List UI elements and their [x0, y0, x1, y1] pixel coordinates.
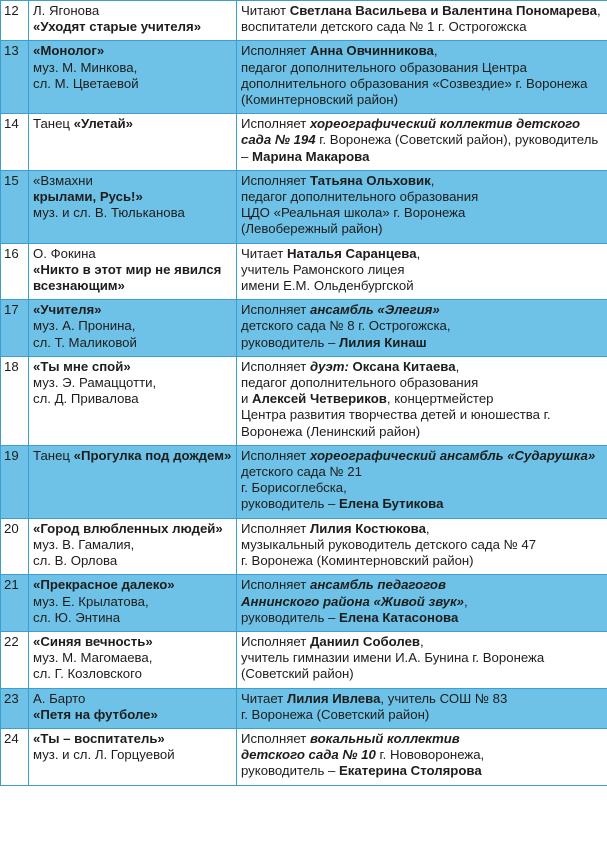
program-rows [1, 1, 607, 786]
description-segment: музыкальный руководитель детского сада № 47 [241, 536, 537, 552]
description-text: Елена Катасонова [339, 609, 459, 625]
title-segment [33, 731, 165, 746]
item-title-cell [29, 728, 237, 785]
item-description-cell [237, 300, 607, 357]
title-segment [33, 43, 104, 58]
description-segment: , [433, 43, 438, 59]
title-segment [33, 189, 143, 204]
program-row [1, 445, 607, 518]
item-description-cell [237, 170, 607, 243]
title-text: «Улетай» [73, 116, 133, 132]
description-text: Анна Овчинникова [309, 43, 434, 59]
description-text: Лилия Костюкова [309, 520, 426, 536]
item-description-cell [237, 728, 607, 785]
title-segment [33, 634, 153, 649]
item-title-cell [29, 300, 237, 357]
description-segment: Читает [241, 245, 287, 261]
description-segment [241, 747, 376, 762]
description-text: Оксана Китаева [352, 358, 456, 374]
title-segment: сл. В. Орлова [33, 553, 118, 569]
item-number: 21 [1, 575, 29, 632]
title-segment: муз. и сл. В. Тюльканова [33, 205, 185, 221]
description-segment: , концертмейстер [386, 391, 494, 407]
program-row [1, 243, 607, 300]
description-segment: г. Нововоронежа, [375, 747, 485, 763]
title-segment: Танец [33, 447, 74, 463]
description-segment: , [430, 172, 435, 188]
description-segment [310, 173, 431, 188]
title-text: «Синяя вечность» [33, 633, 153, 649]
title-text: «Город влюбленных людей» [33, 520, 223, 536]
description-segment [287, 246, 417, 261]
item-description-cell [237, 41, 607, 114]
description-text: хореографический коллектив детского сада № 194 [241, 116, 581, 148]
title-segment: муз. А. Пронина, [33, 318, 136, 334]
description-segment [310, 448, 595, 463]
program-row [1, 114, 607, 171]
program-row [1, 575, 607, 632]
description-segment [310, 302, 440, 317]
description-segment [252, 391, 387, 406]
description-segment: Исполняет [241, 302, 310, 318]
program-row [1, 728, 607, 785]
description-segment: педагог дополнительного образования [241, 189, 479, 205]
description-segment [339, 496, 443, 511]
title-segment: Л. Ягонова [33, 3, 100, 18]
description-segment: Исполняет [241, 172, 310, 188]
description-segment: г. Воронежа (Коминтерновский район) [241, 553, 474, 569]
item-description-cell [237, 114, 607, 171]
title-segment [33, 302, 102, 317]
title-segment [74, 448, 232, 463]
description-segment: Центра развития творчества детей и юношества г. Воронежа (Ленинский район) [241, 407, 551, 439]
description-segment: руководитель – [241, 763, 340, 779]
program-row [1, 518, 607, 575]
program-row [1, 300, 607, 357]
title-text: «Петя на футболе» [33, 706, 158, 722]
title-segment: О. Фокина [33, 245, 96, 261]
description-segment [339, 763, 482, 778]
item-number: 22 [1, 631, 29, 688]
description-segment: Исполняет [241, 116, 310, 132]
description-text: ансамбль педагогов [309, 577, 446, 593]
item-number: 24 [1, 728, 29, 785]
title-text: «Прогулка под дождем» [73, 447, 232, 463]
item-description-cell [237, 631, 607, 688]
item-description-cell [237, 688, 607, 728]
title-segment [33, 577, 175, 592]
item-description-cell [237, 518, 607, 575]
description-segment: детского сада № 21 [241, 464, 362, 480]
program-row [1, 356, 607, 445]
title-segment: муз. М. Минкова, [33, 59, 138, 75]
description-segment [353, 359, 456, 374]
description-text: ансамбль «Элегия» [309, 302, 440, 318]
description-text: Аннинского района «Живой звук» [241, 593, 465, 609]
item-title-cell [29, 1, 237, 41]
item-title-cell [29, 575, 237, 632]
description-text: Лилия Кинаш [339, 334, 427, 350]
description-segment: Исполняет [241, 633, 310, 649]
title-text: «Монолог» [33, 43, 105, 59]
description-segment [310, 359, 353, 374]
description-segment [310, 521, 426, 536]
program-row [1, 170, 607, 243]
description-segment: , воспитатели детского сада № 1 г. Острогожска [241, 3, 601, 35]
title-text: «Ты мне спой» [33, 358, 131, 374]
description-segment: педагог дополнительного образования Центра дополнительного образования «Созвездие» г. Воронежа (Коминтерновский район) [241, 59, 588, 108]
item-title-cell [29, 518, 237, 575]
title-text: крылами, Русь!» [33, 189, 143, 205]
title-segment [33, 707, 158, 722]
item-number: 18 [1, 356, 29, 445]
title-segment: сл. Г. Козловского [33, 666, 142, 682]
description-text: Екатерина Столярова [339, 763, 482, 779]
description-segment: г. Воронежа (Советский район) [241, 706, 430, 722]
description-segment: имени Е.М. Ольденбургской [241, 278, 414, 294]
item-number: 16 [1, 243, 29, 300]
description-segment: руководитель – [241, 609, 340, 625]
description-segment: Читает [241, 690, 287, 706]
description-segment: Исполняет [241, 577, 310, 593]
title-text: «Ты – воспитатель» [33, 730, 165, 746]
description-segment: руководитель – [241, 496, 340, 512]
description-text: Елена Бутикова [339, 496, 444, 512]
title-segment: сл. Д. Привалова [33, 391, 139, 407]
description-segment: Читают [241, 3, 290, 18]
item-number: 14 [1, 114, 29, 171]
description-segment: руководитель – [241, 334, 340, 350]
description-text: Светлана Васильева и Валентина Пономарева [289, 3, 597, 18]
title-segment: сл. М. Цветаевой [33, 75, 139, 91]
description-segment [241, 594, 464, 609]
title-segment: муз. В. Гамалия, [33, 536, 135, 552]
program-row [1, 41, 607, 114]
title-segment: сл. Т. Маликовой [33, 334, 137, 350]
item-description-cell [237, 356, 607, 445]
item-description-cell [237, 445, 607, 518]
description-segment: (Советский район) [241, 666, 354, 682]
item-title-cell [29, 688, 237, 728]
description-text: детского сада № 10 [241, 747, 376, 763]
description-text: Даниил Соболев [309, 633, 421, 649]
item-number: 15 [1, 170, 29, 243]
item-description-cell [237, 243, 607, 300]
title-segment [74, 116, 133, 131]
description-segment: педагог дополнительного образования [241, 375, 479, 391]
title-segment: Танец [33, 116, 74, 132]
description-segment [339, 335, 427, 350]
description-segment: Исполняет [241, 447, 310, 463]
description-segment: , [464, 593, 468, 609]
description-segment: учитель гимназии имени И.А. Бунина г. Воронежа [241, 650, 545, 666]
item-number: 20 [1, 518, 29, 575]
description-segment [310, 731, 460, 746]
title-text: «Уходят старые учителя» [33, 19, 202, 35]
item-title-cell [29, 631, 237, 688]
description-segment: детского сада № 8 г. Острогожска, [241, 318, 451, 334]
description-segment: и [241, 391, 253, 407]
program-row [1, 631, 607, 688]
description-segment: Исполняет [241, 43, 310, 59]
description-segment [339, 610, 458, 625]
title-segment: муз. Э. Рамаццотти, [33, 375, 157, 391]
description-segment [310, 634, 420, 649]
item-title-cell [29, 243, 237, 300]
title-segment: муз. Е. Крылатова, [33, 593, 149, 609]
description-segment: г. Воронежа (Советский район), руководитель – [241, 132, 599, 164]
description-text: Татьяна Ольховик [309, 172, 431, 188]
title-segment [33, 359, 131, 374]
description-segment: г. Борисоглебска, [241, 480, 347, 496]
program-row [1, 1, 607, 41]
item-title-cell [29, 445, 237, 518]
description-text: вокальный коллектив [309, 730, 460, 746]
item-description-cell [237, 1, 607, 41]
description-segment: ЦДО «Реальная школа» г. Воронежа [241, 205, 466, 221]
title-text: «Прекрасное далеко» [33, 577, 175, 593]
item-number: 17 [1, 300, 29, 357]
description-segment: учитель Рамонского лицея [241, 261, 405, 277]
description-text: Лилия Ивлева [286, 690, 381, 706]
title-text: «Учителя» [33, 302, 102, 318]
description-segment [287, 691, 380, 706]
item-number: 19 [1, 445, 29, 518]
description-segment: , [455, 358, 460, 374]
title-segment [33, 262, 221, 293]
item-title-cell [29, 114, 237, 171]
title-segment: А. Барто [33, 690, 86, 706]
program-row [1, 688, 607, 728]
description-segment: Исполняет [241, 730, 310, 746]
description-text: хореографический ансамбль «Сударушка» [309, 447, 596, 463]
description-segment: Исполняет [241, 520, 310, 536]
item-title-cell [29, 170, 237, 243]
item-description-cell [237, 575, 607, 632]
description-segment [290, 3, 597, 18]
description-segment: Исполняет [241, 358, 310, 374]
description-text: Алексей Четвериков [252, 391, 387, 407]
title-segment: муз. и сл. Л. Горцуевой [33, 747, 175, 763]
description-segment: , [420, 633, 424, 649]
description-text: Наталья Саранцева [286, 245, 417, 261]
description-segment: , [425, 520, 430, 536]
description-segment: , [416, 245, 421, 261]
title-segment: муз. М. Магомаева, [33, 650, 153, 666]
item-number: 12 [1, 1, 29, 41]
title-segment [33, 521, 223, 536]
item-number: 23 [1, 688, 29, 728]
description-segment: , учитель СОШ № 83 [380, 690, 508, 706]
description-segment [310, 43, 434, 58]
item-title-cell [29, 356, 237, 445]
item-number: 13 [1, 41, 29, 114]
description-segment [310, 577, 446, 592]
description-text: дуэт: [309, 358, 353, 374]
title-segment [33, 19, 201, 34]
description-text: Марина Макарова [252, 148, 370, 164]
title-text: «Никто в этот мир не явился всезнающим» [33, 261, 222, 294]
title-segment: сл. Ю. Энтина [33, 609, 121, 625]
description-segment: (Левобережный район) [241, 221, 383, 237]
item-title-cell [29, 41, 237, 114]
description-segment [252, 149, 369, 164]
title-segment: «Взмахни [33, 172, 93, 188]
